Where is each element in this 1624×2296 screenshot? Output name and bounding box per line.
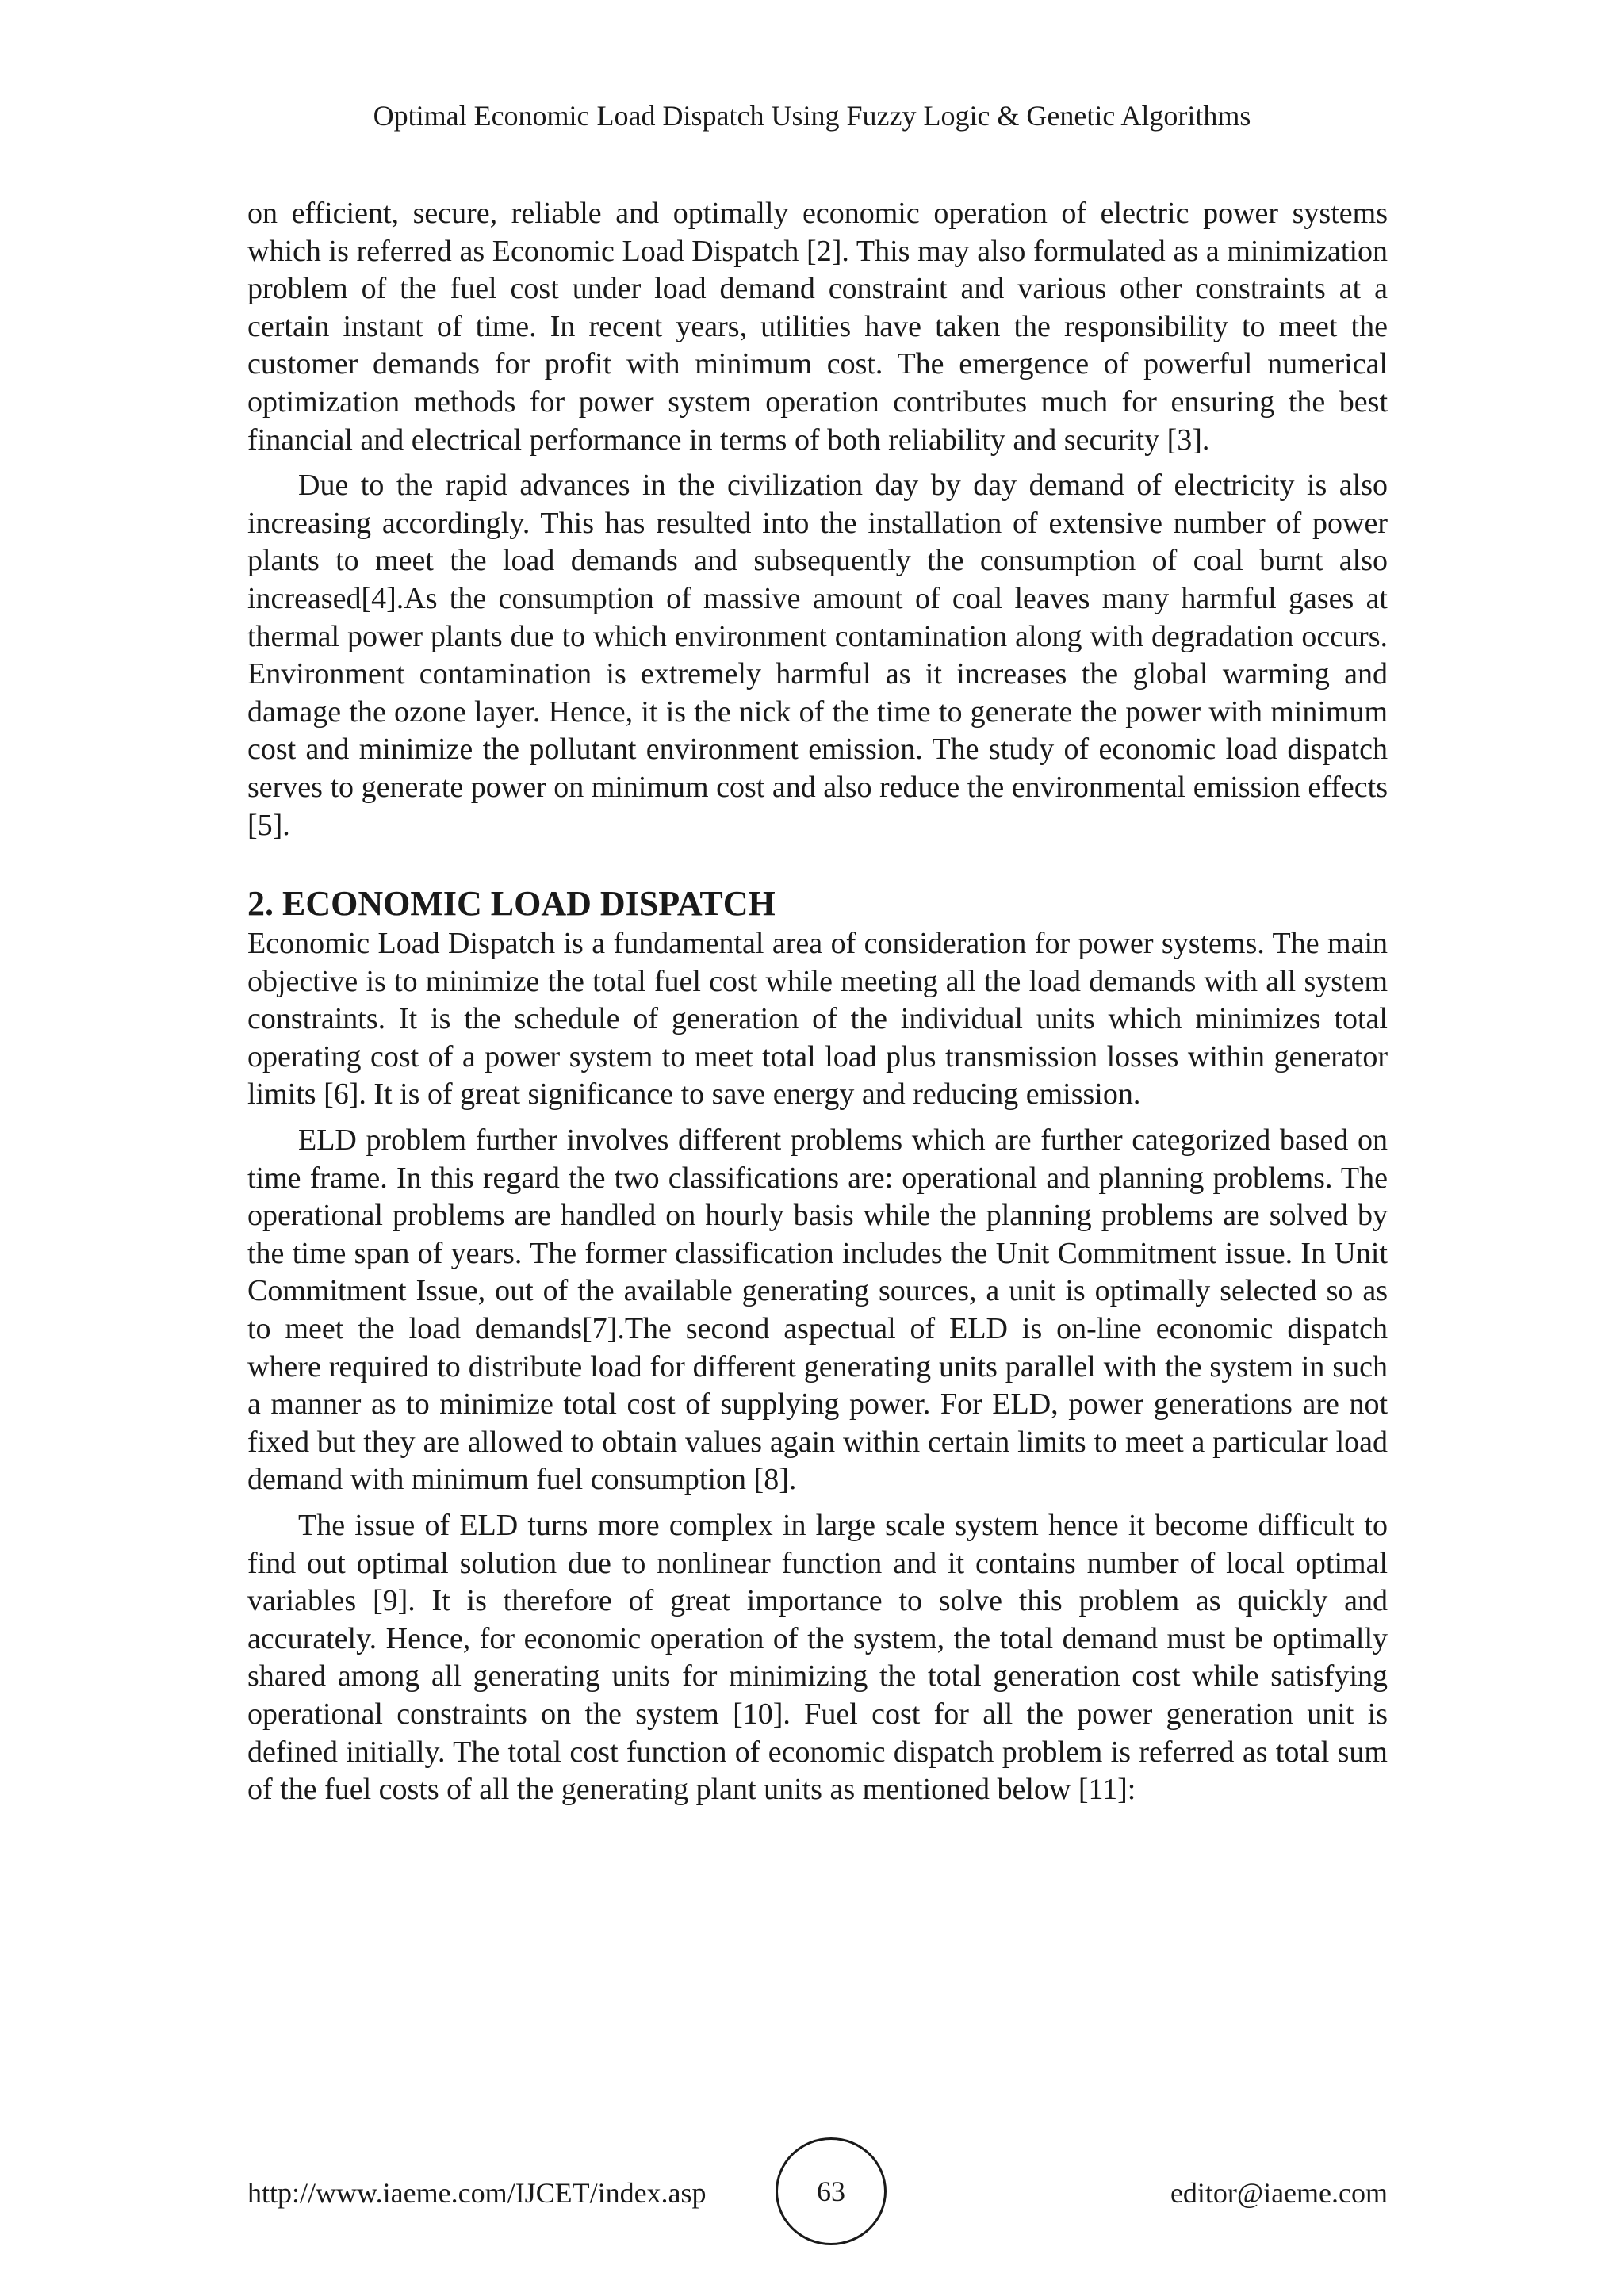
- paragraph-civilization-demand: Due to the rapid advances in the civilization day by day demand of electricity is also increasing accordingly. This has resulted into the installation of extensive number of power plants to meet the load demands and subsequently the consumption of coal burnt also increased[4].As the consumption of massive amount of coal leaves many harmful gases at thermal power plants due to which environment contamination along with degradation occurs. Environment contamination is extremely harmful as it increases the global warming and damage the ozone layer. Hence, it is the nick of the time to generate the power with minimum cost and minimize the pollutant environment emission. The study of economic load dispatch serves to generate power on minimum cost and also reduce the environmental emission effects [5].: [247, 469, 1388, 842]
- paragraph-eld-definition: Economic Load Dispatch is a fundamental area of consideration for power systems. The main objective is to minimize the total fuel cost while meeting all the load demands with all system constraints. It is the schedule of generation of the individual units which minimizes total operating cost of a power system to meet total load plus transmission losses within generator limits [6]. It is of great significance to save energy and reducing emission.: [247, 927, 1388, 1112]
- paragraph-continuation: on efficient, secure, reliable and optimally economic operation of electric power systems which is referred as Economic Load Dispatch [2]. This may also formulated as a minimization problem of the fuel cost under load demand constraint and various other constraints at a certain instant of time. In recent years, utilities have taken the responsibility to meet the customer demands for profit with minimum cost. The emergence of powerful numerical optimization methods for power system operation contributes much for ensuring the best financial and electrical performance in terms of both reliability and security [3].: [247, 197, 1388, 457]
- footer-email-link[interactable]: editor@iaeme.com: [1170, 2177, 1388, 2209]
- paragraph-eld-classifications: ELD problem further involves different problems which are further categorized based on time frame. In this regard the two classifications are: operational and planning problems. The operational problems are handled on hourly basis while the planning problems are solved by the time span of years. The former classification includes the Unit Commitment issue. In Unit Commitment Issue, out of the available generating sources, a unit is optimally selected so as to meet the load demands[7].The second aspectual of ELD is on-line economic dispatch where required to distribute load for different generating units parallel with the system in such a manner as to minimize total cost of supplying power. For ELD, power generations are not fixed but they are allowed to obtain values again within certain limits to meet a particular load demand with minimum fuel consumption [8].: [247, 1123, 1388, 1497]
- paragraph-eld-complexity: The issue of ELD turns more complex in large scale system hence it become difficult to find out optimal solution due to nonlinear function and it contains number of local optimal variables [9]. It is therefore of great importance to solve this problem as quickly and accurately. Hence, for economic operation of the system, the total demand must be optimally shared among all generating units for minimizing the total generation cost while satisfying operational constraints on the system [10]. Fuel cost for all the power generation unit is defined initially. The total cost function of economic dispatch problem is referred as total sum of the fuel costs of all the generating plant units as mentioned below [11]:: [247, 1509, 1388, 1807]
- page-number: 63: [817, 2175, 845, 2207]
- running-header: Optimal Economic Load Dispatch Using Fuzzy Logic & Genetic Algorithms: [373, 100, 1251, 132]
- footer-url-link[interactable]: http://www.iaeme.com/IJCET/index.asp: [247, 2177, 707, 2209]
- article-body: [247, 195, 1388, 1809]
- page-footer: [247, 2137, 1388, 2248]
- section-heading: 2. ECONOMIC LOAD DISPATCH: [247, 884, 776, 924]
- page-number-circle: [776, 2137, 887, 2245]
